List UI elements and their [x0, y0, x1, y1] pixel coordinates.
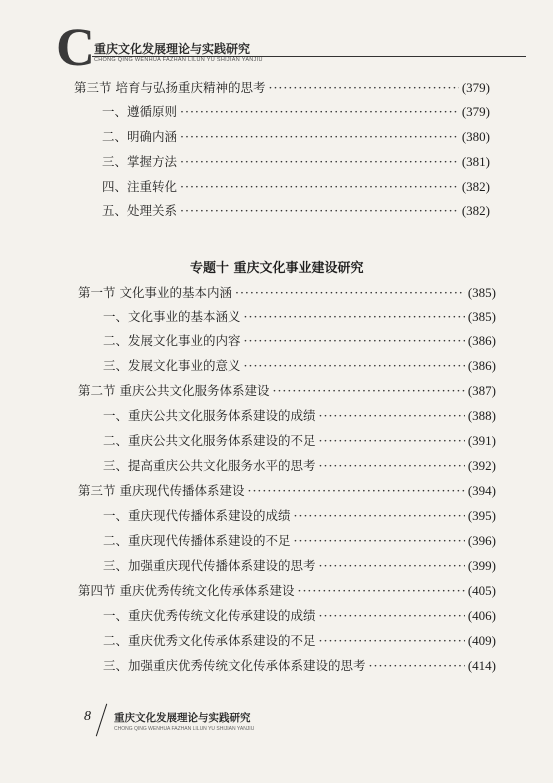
- toc-entry[interactable]: [103, 431, 496, 451]
- footer-title: 重庆文化发展理论与实践研究: [114, 712, 251, 724]
- toc-entry[interactable]: [103, 656, 496, 676]
- toc-entry-label: 二、重庆现代传播体系建设的不足: [103, 533, 291, 548]
- dot-leader: [294, 508, 465, 523]
- toc-entry[interactable]: [78, 283, 496, 303]
- toc-entry-page: (387): [467, 383, 496, 398]
- footer-subtitle: CHONG QING WENHUA FAZHAN LILUN YU SHIJIAN YANJIU: [114, 726, 255, 732]
- dot-leader: [247, 483, 464, 498]
- toc-entry-label: 三、加强重庆优秀传统文化传承体系建设的思考: [103, 658, 366, 673]
- dot-leader: [319, 633, 465, 648]
- toc-entry-page: (391): [467, 433, 496, 448]
- toc-entry-page: (386): [467, 333, 496, 348]
- header-title: 重庆文化发展理论与实践研究: [94, 42, 251, 56]
- toc-entry-page: (414): [467, 658, 496, 673]
- dot-leader: [272, 383, 464, 398]
- toc-entry[interactable]: [103, 406, 496, 426]
- toc-entry-page: (381): [461, 154, 490, 169]
- dot-leader: [319, 608, 465, 623]
- toc-entry-label: 一、遵循原则: [102, 104, 178, 119]
- toc-entry-label: 第四节 重庆优秀传统文化传承体系建设: [78, 583, 295, 598]
- toc-entry[interactable]: [103, 456, 496, 476]
- dot-leader: [268, 80, 458, 95]
- toc-entry-label: 二、发展文化事业的内容: [103, 333, 241, 348]
- toc-entry[interactable]: [74, 78, 490, 98]
- toc-entry[interactable]: [103, 631, 496, 651]
- toc-entry-page: (385): [467, 309, 496, 324]
- toc-entry-label: 三、发展文化事业的意义: [103, 358, 241, 373]
- toc-entry-label: 第一节 文化事业的基本内涵: [78, 285, 232, 300]
- toc-entry-page: (395): [467, 508, 496, 523]
- toc-entry[interactable]: [102, 127, 490, 147]
- toc-entry[interactable]: [103, 606, 496, 626]
- toc-entry-page: (385): [467, 285, 496, 300]
- toc-entry-label: 一、重庆现代传播体系建设的成绩: [103, 508, 291, 523]
- toc-entry[interactable]: [103, 331, 496, 351]
- toc-entry[interactable]: [103, 556, 496, 576]
- logo-letter: C: [56, 17, 95, 77]
- toc-entry-label: 二、明确内涵: [102, 129, 178, 144]
- toc-entry-label: 三、提高重庆公共文化服务水平的思考: [103, 458, 316, 473]
- toc-entry-page: (379): [461, 104, 490, 119]
- toc-entry-page: (382): [461, 203, 490, 218]
- toc-entry[interactable]: [78, 581, 496, 601]
- header-subtitle: CHONG QING WENHUA FAZHAN LILUN YU SHIJIAN YANJIU: [94, 57, 263, 63]
- toc-entry-page: (394): [467, 483, 496, 498]
- dot-leader: [180, 203, 459, 218]
- toc-entry-label: 二、重庆优秀文化传承体系建设的不足: [103, 633, 316, 648]
- toc-entry-page: (379): [461, 80, 490, 95]
- toc-entry-label: 四、注重转化: [102, 179, 178, 194]
- toc-entry-page: (406): [467, 608, 496, 623]
- toc-entry-label: 三、加强重庆现代传播体系建设的思考: [103, 558, 316, 573]
- dot-leader: [180, 154, 459, 169]
- dot-leader: [180, 129, 459, 144]
- dot-leader: [244, 309, 465, 324]
- toc-entry-label: 三、掌握方法: [102, 154, 178, 169]
- toc-entry-page: (380): [461, 129, 490, 144]
- dot-leader: [319, 408, 465, 423]
- dot-leader: [319, 558, 465, 573]
- footer-slash: [96, 704, 107, 737]
- toc-entry-label: 第二节 重庆公共文化服务体系建设: [78, 383, 270, 398]
- toc-entry-page: (399): [467, 558, 496, 573]
- toc-entry[interactable]: [78, 381, 496, 401]
- toc-entry-page: (405): [467, 583, 496, 598]
- dot-leader: [235, 285, 465, 300]
- toc-entry-page: (382): [461, 179, 490, 194]
- dot-leader: [319, 433, 465, 448]
- toc-entry[interactable]: [103, 506, 496, 526]
- dot-leader: [369, 658, 465, 673]
- running-header: [56, 17, 526, 77]
- toc-entry-label: 二、重庆公共文化服务体系建设的不足: [103, 433, 316, 448]
- dot-leader: [297, 583, 464, 598]
- toc-entry-label: 一、重庆公共文化服务体系建设的成绩: [103, 408, 316, 423]
- toc-entry[interactable]: [102, 152, 490, 172]
- running-footer: [84, 709, 284, 739]
- toc-entry[interactable]: [103, 531, 496, 551]
- toc-entry[interactable]: [102, 177, 490, 197]
- toc-entry[interactable]: [103, 356, 496, 376]
- topic-heading: 专题十 重庆文化事业建设研究: [190, 261, 364, 276]
- toc-entry[interactable]: [102, 102, 490, 122]
- toc-entry-label: 五、处理关系: [102, 203, 178, 218]
- page-number: 8: [84, 709, 91, 724]
- toc-entry[interactable]: [103, 307, 496, 327]
- toc-entry-page: (388): [467, 408, 496, 423]
- dot-leader: [319, 458, 465, 473]
- toc-entry-label: 一、文化事业的基本涵义: [103, 309, 241, 324]
- toc-entry-page: (396): [467, 533, 496, 548]
- dot-leader: [180, 104, 459, 119]
- dot-leader: [244, 358, 465, 373]
- toc-entry-page: (392): [467, 458, 496, 473]
- toc-entry[interactable]: [102, 201, 490, 221]
- dot-leader: [244, 333, 465, 348]
- dot-leader: [294, 533, 465, 548]
- dot-leader: [180, 179, 459, 194]
- toc-entry-label: 第三节 培育与弘扬重庆精神的思考: [74, 80, 266, 95]
- toc-entry[interactable]: [78, 481, 496, 501]
- toc-entry-page: (386): [467, 358, 496, 373]
- toc-entry-label: 一、重庆优秀传统文化传承建设的成绩: [103, 608, 316, 623]
- toc-entry-label: 第三节 重庆现代传播体系建设: [78, 483, 245, 498]
- toc-entry-page: (409): [467, 633, 496, 648]
